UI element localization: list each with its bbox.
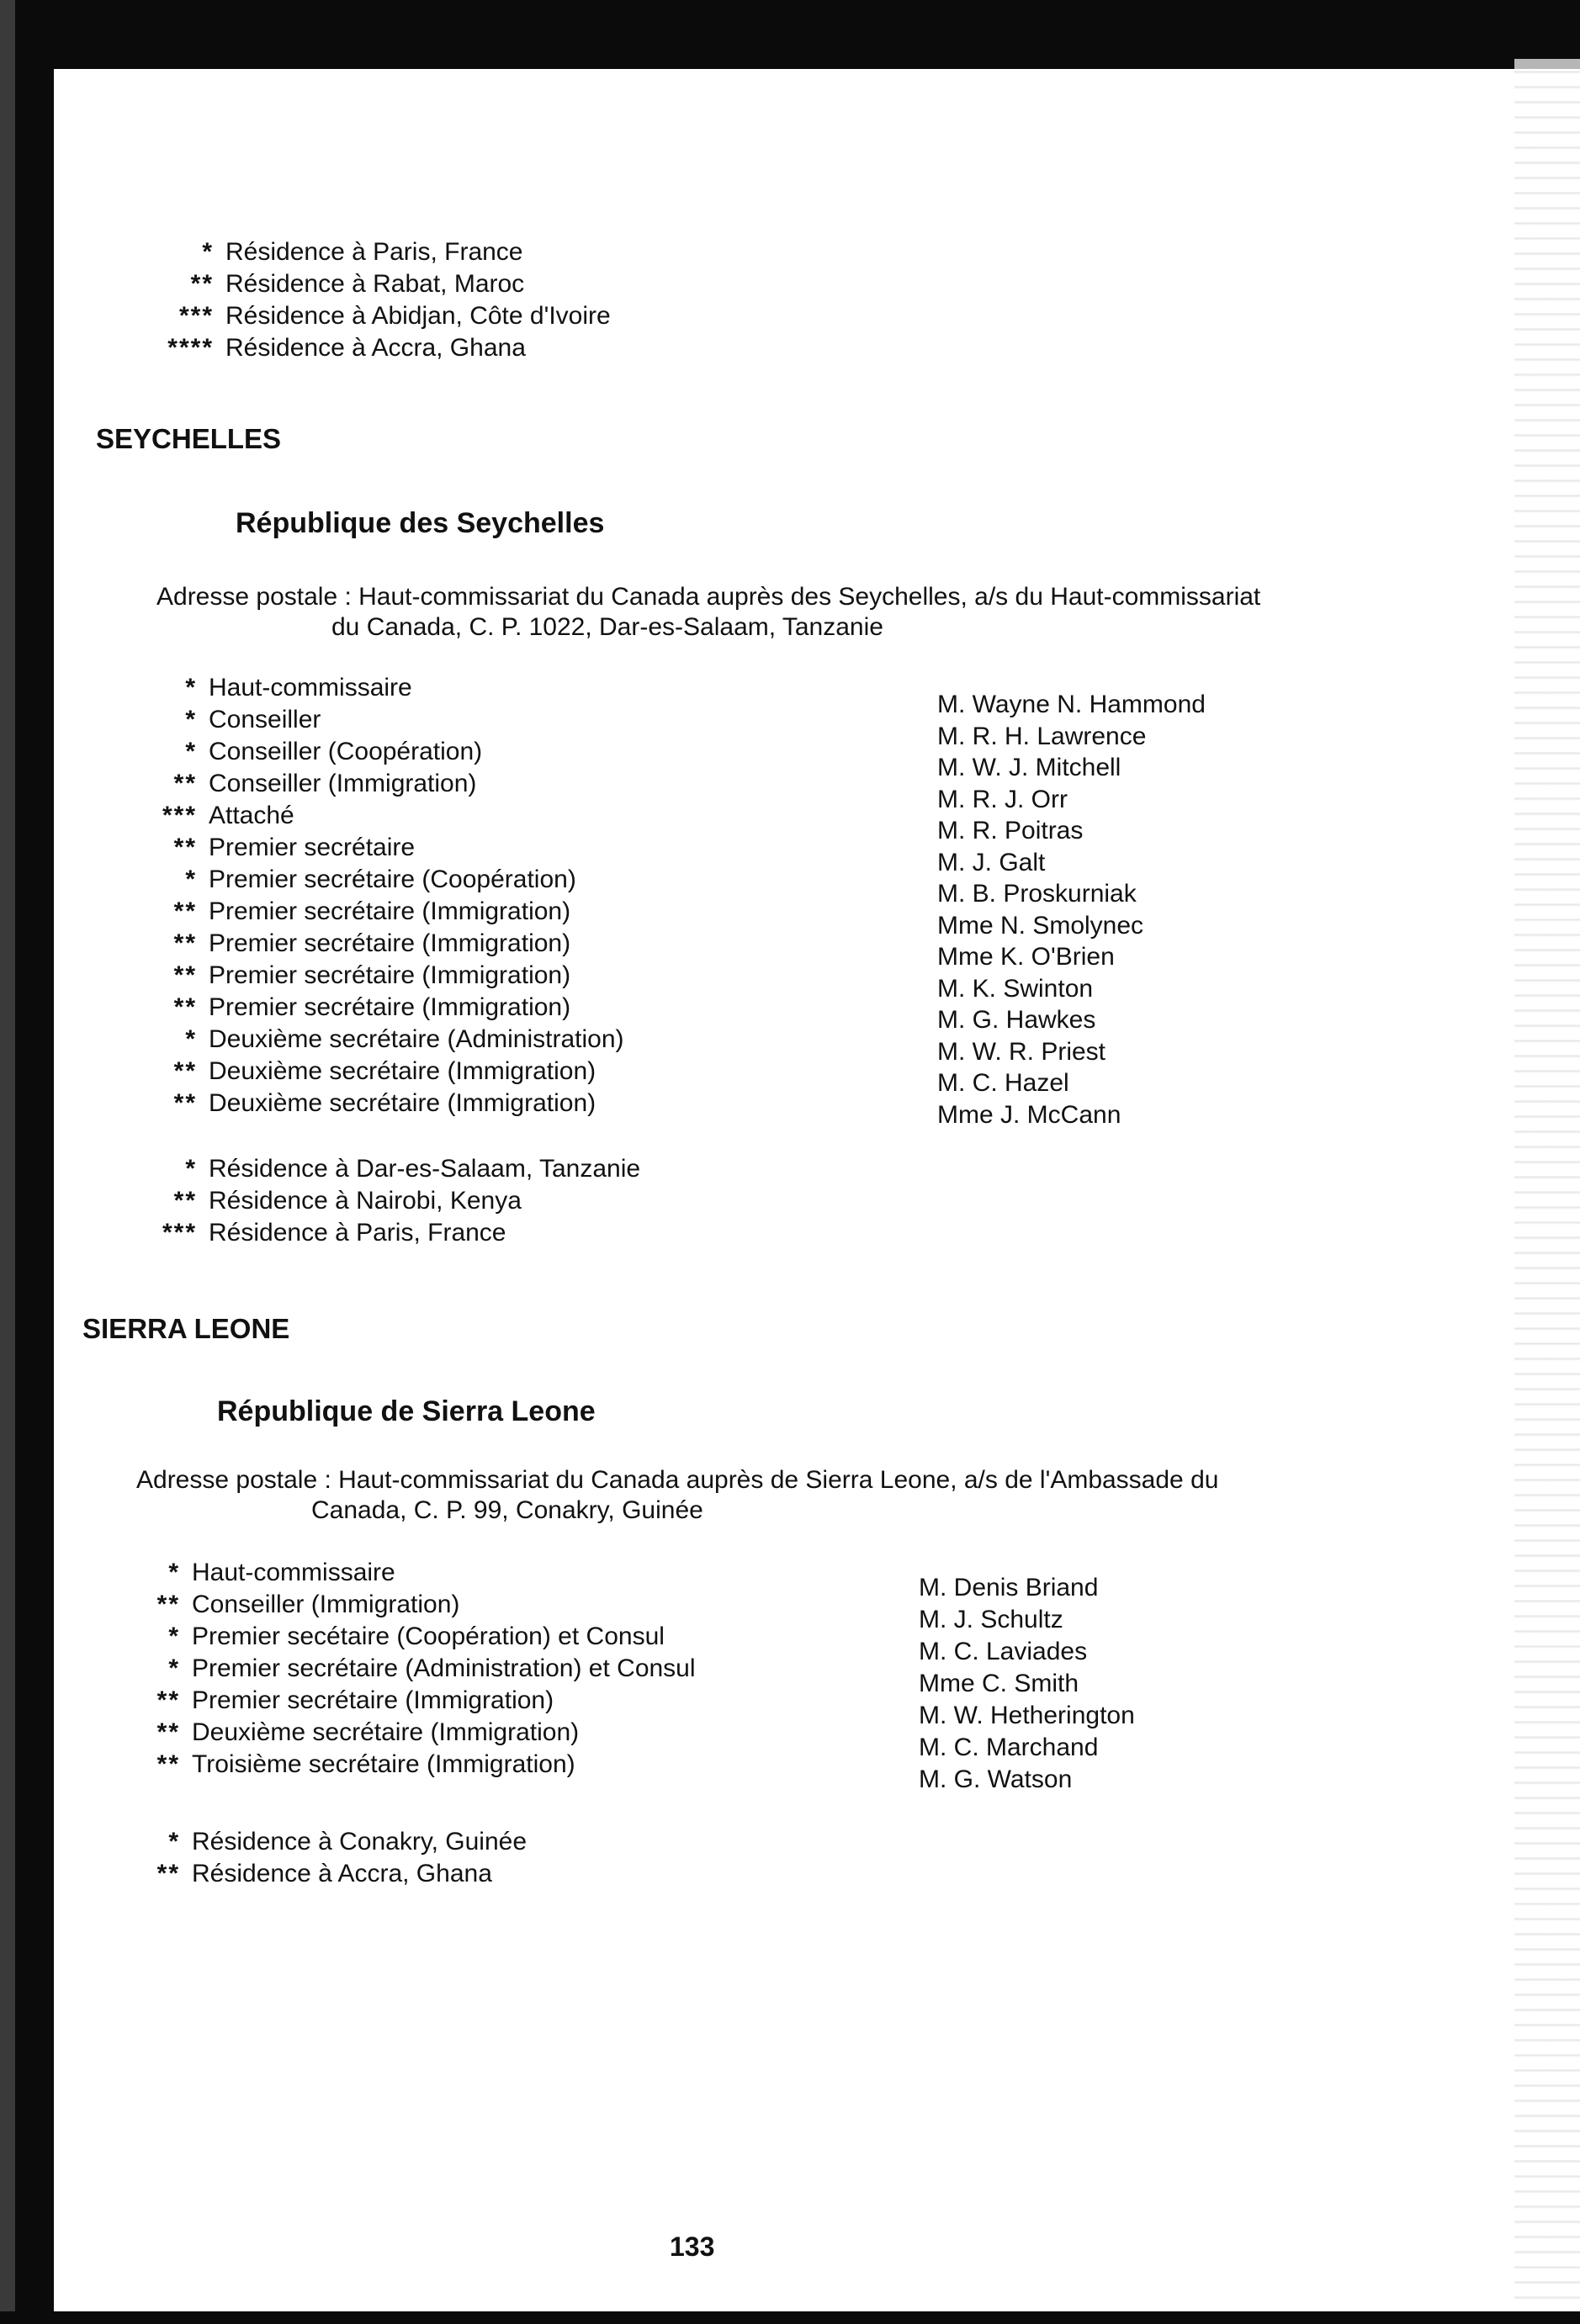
staff-name: M. G. Hawkes <box>937 1006 1096 1034</box>
footnote-marker: ** <box>190 270 214 298</box>
staff-post-text: Premier secrétaire (Immigration) <box>209 961 571 989</box>
staff-post-text: Deuxième secrétaire (Immigration) <box>192 1718 580 1746</box>
footnote-marker: ** <box>173 1089 197 1117</box>
staff-post-text: Conseiller (Immigration) <box>192 1591 460 1618</box>
staff-name: M. W. J. Mitchell <box>937 754 1121 781</box>
residence-note-text: Résidence à Rabat, Maroc <box>225 270 525 298</box>
staff-post-text: Haut-commissaire <box>209 674 412 701</box>
footnote-marker: *** <box>162 1219 197 1247</box>
scan-border-left-edge <box>0 0 15 2324</box>
staff-post-text: Premier secrétaire (Immigration) <box>192 1686 554 1714</box>
staff-post <box>121 705 321 735</box>
footnote-marker: ** <box>156 1686 180 1714</box>
staff-post <box>121 865 576 895</box>
staff-post <box>121 801 294 831</box>
staff-post <box>104 1718 579 1748</box>
staff-post-text: Premier secrétaire (Immigration) <box>209 897 571 925</box>
staff-post <box>121 673 412 703</box>
footnote-marker: ** <box>173 897 197 925</box>
staff-name: M. C. Marchand <box>919 1734 1099 1761</box>
staff-post-text: Premier secétaire (Coopération) et Consul <box>192 1623 665 1650</box>
footnote-marker: *** <box>178 302 214 330</box>
residence-note-text: Résidence à Paris, France <box>209 1219 506 1247</box>
staff-name: M. K. Swinton <box>937 974 1094 1003</box>
staff-post-text: Premier secrétaire (Immigration) <box>209 929 571 957</box>
residence-note-text: Résidence à Nairobi, Kenya <box>209 1187 522 1215</box>
staff-name: Mme N. Smolynec <box>937 911 1144 940</box>
staff-name: Mme C. Smith <box>919 1670 1079 1697</box>
staff-post <box>121 1056 596 1087</box>
footnote-marker: ** <box>173 929 197 957</box>
footnote-marker: ** <box>173 961 197 989</box>
staff-name: M. W. R. Priest <box>937 1037 1106 1066</box>
staff-post <box>121 833 415 863</box>
footnote-marker: ** <box>173 834 197 861</box>
staff-name: M. B. Proskurniak <box>937 880 1137 908</box>
staff-name: M. C. Hazel <box>937 1069 1069 1097</box>
page-number: 133 <box>670 2231 715 2262</box>
postal-address-line-2: Canada, C. P. 99, Conakry, Guinée <box>311 1496 703 1524</box>
residence-note-text: Résidence à Accra, Ghana <box>192 1860 492 1887</box>
residence-note <box>138 333 526 363</box>
staff-name: M. R. H. Lawrence <box>937 722 1147 750</box>
staff-post <box>121 929 570 959</box>
residence-note-text: Résidence à Accra, Ghana <box>225 334 526 362</box>
staff-post-text: Deuxième secrétaire (Immigration) <box>209 1089 596 1117</box>
scan-border-top <box>0 0 1580 69</box>
staff-post-text: Haut-commissaire <box>192 1559 395 1586</box>
staff-name: Mme K. O'Brien <box>937 943 1115 971</box>
footnote-marker: ** <box>173 993 197 1021</box>
staff-post <box>121 897 570 927</box>
staff-post <box>121 769 476 799</box>
staff-post-text: Conseiller <box>209 706 321 733</box>
staff-name: M. Denis Briand <box>919 1574 1099 1601</box>
staff-post-text: Attaché <box>209 802 294 829</box>
footnote-marker: * <box>168 1828 180 1855</box>
staff-name: M. C. Laviades <box>919 1638 1088 1665</box>
postal-address-line-1: Adresse postale : Haut-commissariat du Canada auprès des Seychelles, a/s du Haut-commissariat <box>156 583 1261 611</box>
country-heading-seychelles: SEYCHELLES <box>96 423 282 454</box>
staff-post <box>121 961 570 991</box>
staff-name: M. G. Watson <box>919 1765 1073 1793</box>
staff-post-text: Premier secrétaire (Administration) et Consul <box>192 1654 696 1682</box>
staff-post-text: Deuxième secrétaire (Immigration) <box>209 1057 596 1085</box>
residence-note <box>121 1154 640 1184</box>
country-heading-sierra-leone: SIERRA LEONE <box>82 1313 290 1344</box>
republic-name-sierra-leone: République de Sierra Leone <box>217 1395 596 1427</box>
footnote-marker: * <box>168 1623 180 1650</box>
footnote-marker: ** <box>173 770 197 797</box>
residence-note <box>104 1827 527 1857</box>
staff-post-text: Conseiller (Immigration) <box>209 770 477 797</box>
postal-address-seychelles <box>156 582 1260 643</box>
residence-note <box>138 301 611 331</box>
footnote-marker: ** <box>156 1718 180 1746</box>
staff-post-text: Troisième secrétaire (Immigration) <box>192 1750 575 1778</box>
footnote-marker: ** <box>156 1591 180 1618</box>
staff-name: M. J. Schultz <box>919 1606 1063 1633</box>
footnote-marker: *** <box>162 802 197 829</box>
footnote-marker: ** <box>156 1750 180 1778</box>
staff-post-text: Premier secrétaire (Immigration) <box>209 993 571 1021</box>
footnote-marker: * <box>185 706 197 733</box>
residence-note-text: Résidence à Conakry, Guinée <box>192 1828 527 1855</box>
republic-name-seychelles: République des Seychelles <box>236 507 605 539</box>
staff-post <box>121 737 482 767</box>
scan-border-right <box>1514 59 1580 2324</box>
residence-note-text: Résidence à Dar-es-Salaam, Tanzanie <box>209 1155 641 1183</box>
staff-post <box>104 1622 665 1652</box>
residence-note <box>121 1218 506 1248</box>
staff-post <box>121 993 570 1023</box>
footnote-marker: **** <box>167 334 214 362</box>
residence-note <box>138 269 524 299</box>
staff-post <box>121 1024 624 1055</box>
staff-post-text: Conseiller (Coopération) <box>209 738 483 765</box>
staff-post <box>104 1558 395 1588</box>
scan-border-bottom <box>0 2311 1580 2324</box>
residence-note-text: Résidence à Abidjan, Côte d'Ivoire <box>225 302 611 330</box>
footnote-marker: ** <box>173 1057 197 1085</box>
staff-name: M. R. Poitras <box>937 817 1084 844</box>
staff-name: M. W. Hetherington <box>919 1702 1135 1729</box>
footnote-marker: * <box>168 1654 180 1682</box>
document-page <box>54 69 1514 2311</box>
residence-note-text: Résidence à Paris, France <box>225 238 523 266</box>
staff-name: M. R. J. Orr <box>937 785 1068 813</box>
residence-note <box>121 1186 522 1216</box>
residence-note <box>104 1859 492 1889</box>
staff-post-text: Deuxième secrétaire (Administration) <box>209 1025 624 1053</box>
staff-post <box>104 1654 696 1684</box>
footnote-marker: ** <box>156 1860 180 1887</box>
footnote-marker: * <box>185 674 197 701</box>
residence-note <box>138 237 523 267</box>
staff-name: Mme J. McCann <box>937 1100 1121 1129</box>
postal-address-line-1: Adresse postale : Haut-commissariat du Canada auprès de Sierra Leone, a/s de l'Ambassade du <box>136 1466 1219 1494</box>
footnote-marker: * <box>168 1559 180 1586</box>
footnote-marker: * <box>185 738 197 765</box>
staff-post-text: Premier secrétaire <box>209 834 416 861</box>
staff-name: M. Wayne N. Hammond <box>937 691 1206 718</box>
staff-post <box>104 1686 554 1716</box>
staff-post <box>121 1088 596 1119</box>
staff-post-text: Premier secrétaire (Coopération) <box>209 866 576 893</box>
footnote-marker: * <box>185 866 197 893</box>
postal-address-line-2: du Canada, C. P. 1022, Dar-es-Salaam, Tanzanie <box>331 613 883 641</box>
staff-post <box>104 1750 575 1780</box>
footnote-marker: ** <box>173 1187 197 1215</box>
footnote-marker: * <box>185 1155 197 1183</box>
postal-address-sierra-leone <box>136 1465 1218 1526</box>
staff-post <box>104 1590 459 1620</box>
footnote-marker: * <box>185 1025 197 1053</box>
footnote-marker: * <box>202 238 214 266</box>
staff-name: M. J. Galt <box>937 848 1046 876</box>
